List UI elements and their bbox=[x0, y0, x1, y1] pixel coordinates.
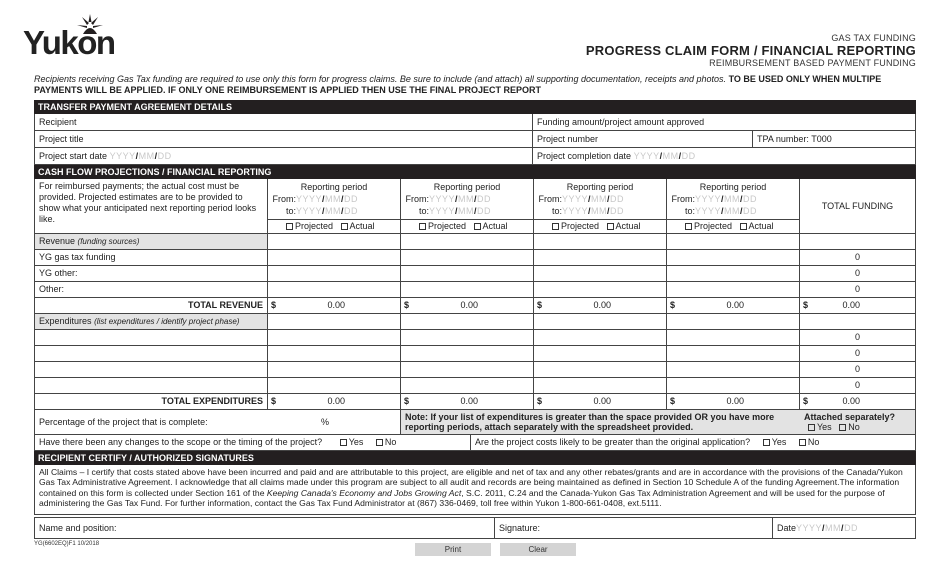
row-label bbox=[35, 234, 268, 249]
costs-yes-label: Yes bbox=[771, 437, 787, 447]
mm: MM bbox=[458, 206, 475, 216]
grand-total-value: 0.00 bbox=[842, 300, 860, 310]
section-tpa-details: TRANSFER PAYMENT AGREEMENT DETAILS bbox=[34, 100, 916, 114]
tpa-row-1 bbox=[34, 114, 916, 131]
attachment-note: Note: If your list of expenditures is greater than the space provided OR you have more reporting periods, attach separately with the spreadsheet provided. bbox=[405, 412, 775, 432]
scope-no-label: No bbox=[384, 437, 397, 447]
actual-checkbox[interactable] bbox=[341, 223, 348, 230]
mm: MM bbox=[591, 206, 608, 216]
tpa-number-value: T000 bbox=[811, 134, 832, 144]
row-total-cell bbox=[800, 266, 915, 281]
row-total-value: 0 bbox=[854, 380, 860, 390]
reporting-period-2 bbox=[401, 179, 534, 233]
period-total-cell bbox=[534, 298, 667, 313]
amount-cell bbox=[401, 234, 534, 249]
actual-checkbox[interactable] bbox=[740, 223, 747, 230]
amount-cell[interactable] bbox=[534, 362, 667, 377]
signature-label: Signature: bbox=[499, 523, 541, 533]
from-label: From: bbox=[671, 194, 695, 204]
sep: / bbox=[607, 206, 611, 216]
row-label[interactable] bbox=[35, 346, 268, 361]
amount-cell[interactable] bbox=[268, 330, 401, 345]
funding-amount-label: Funding amount/project amount approved bbox=[537, 117, 705, 127]
amount-cell[interactable] bbox=[268, 378, 401, 393]
revenue-label: Revenue bbox=[39, 236, 76, 246]
section-cash-flow: CASH FLOW PROJECTIONS / FINANCIAL REPORTING bbox=[34, 165, 916, 179]
mm: MM bbox=[724, 194, 741, 204]
row-label bbox=[35, 314, 268, 329]
yyyy: YYYY bbox=[796, 523, 823, 533]
yyyy: YYYY bbox=[695, 206, 722, 216]
period-total-cell bbox=[401, 298, 534, 313]
row-total-cell bbox=[800, 314, 915, 329]
amount-cell[interactable] bbox=[667, 330, 800, 345]
sep: / bbox=[588, 194, 592, 204]
program-name: GAS TAX FUNDING bbox=[831, 33, 916, 43]
yyyy: YYYY bbox=[695, 194, 722, 204]
currency-symbol: $ bbox=[537, 396, 543, 406]
expenditure-row bbox=[34, 362, 916, 378]
tpa-number-field[interactable] bbox=[753, 131, 915, 147]
dd: DD bbox=[743, 194, 758, 204]
completion-row bbox=[34, 410, 916, 435]
sep: / bbox=[841, 523, 845, 533]
from-label: From: bbox=[538, 194, 562, 204]
sep: / bbox=[474, 206, 478, 216]
amount-cell[interactable] bbox=[667, 346, 800, 361]
date-placeholder bbox=[562, 194, 624, 204]
act-name: Keeping Canada's Economy and Jobs Growing Act bbox=[266, 487, 462, 498]
costs-yes-checkbox[interactable] bbox=[763, 439, 770, 446]
instructions bbox=[34, 74, 916, 96]
revenue-row bbox=[34, 250, 916, 266]
period-type bbox=[401, 219, 533, 233]
period-type bbox=[268, 219, 400, 233]
to-label: to: bbox=[285, 206, 296, 216]
mm: MM bbox=[825, 523, 842, 533]
attached-no-label: No bbox=[848, 422, 860, 432]
amount-cell[interactable] bbox=[268, 250, 401, 265]
grand-total-cell bbox=[800, 298, 915, 313]
form-id: YG(6602EQ)F1 10/2018 bbox=[34, 541, 100, 547]
row-label bbox=[35, 266, 268, 281]
amount-cell bbox=[534, 314, 667, 329]
actual-checkbox[interactable] bbox=[474, 223, 481, 230]
from-label: From: bbox=[405, 194, 429, 204]
row-total-value: 0 bbox=[854, 284, 860, 294]
amount-cell[interactable] bbox=[401, 330, 534, 345]
currency-symbol: $ bbox=[803, 300, 809, 310]
reporting-period-title: Reporting period bbox=[300, 182, 368, 192]
completion-date-field[interactable] bbox=[533, 148, 915, 164]
date-label: Date bbox=[777, 523, 797, 533]
period-type bbox=[667, 219, 799, 233]
row-total-value: 0 bbox=[854, 364, 860, 374]
sep: / bbox=[607, 194, 611, 204]
dd: DD bbox=[344, 206, 359, 216]
sep: / bbox=[740, 206, 744, 216]
period-type bbox=[534, 219, 666, 233]
yyyy: YYYY bbox=[562, 194, 589, 204]
yyyy: YYYY bbox=[296, 206, 323, 216]
mm: MM bbox=[458, 194, 475, 204]
currency-symbol: $ bbox=[404, 396, 410, 406]
percent-complete-field[interactable] bbox=[35, 410, 401, 434]
period-total-cell bbox=[667, 394, 800, 409]
costs-question bbox=[471, 435, 915, 450]
projected-checkbox[interactable] bbox=[552, 223, 559, 230]
yukon-logo bbox=[23, 14, 129, 60]
sep: / bbox=[341, 206, 345, 216]
currency-symbol: $ bbox=[670, 300, 676, 310]
row-label bbox=[35, 250, 268, 265]
yyyy: YYYY bbox=[429, 194, 456, 204]
name-position-field[interactable] bbox=[35, 518, 495, 538]
certification-text bbox=[34, 465, 916, 515]
period-total-value: 0.00 bbox=[726, 300, 744, 310]
row-total-cell bbox=[800, 234, 915, 249]
period-from-field[interactable] bbox=[401, 193, 533, 205]
dd: DD bbox=[477, 206, 492, 216]
form-title: PROGRESS CLAIM FORM / FINANCIAL REPORTING bbox=[585, 43, 916, 58]
amount-cell[interactable] bbox=[534, 330, 667, 345]
amount-cell bbox=[667, 314, 800, 329]
dd: DD bbox=[610, 206, 625, 216]
certify-text-1: All Claims – I certify that costs stated above have been incurred and paid and are attributable to this project, are eligible and net of tax and any other rebates/grants and are in accordance with the provisions of the Canada/Yukon Gas Tax Administrative Agreement. I acknowledge that all claims made under this program are subject to all audit and records are being maintained as defined in Section 10 Schedule A of the funding Agreement.The information contained on this form is collected under Section 161 of the bbox=[39, 467, 903, 498]
projected-checkbox[interactable] bbox=[685, 223, 692, 230]
amount-cell[interactable] bbox=[667, 266, 800, 281]
reporting-period-title: Reporting period bbox=[699, 182, 767, 192]
total-funding-header: TOTAL FUNDING bbox=[821, 201, 894, 211]
amount-cell[interactable] bbox=[667, 362, 800, 377]
amount-cell[interactable] bbox=[667, 250, 800, 265]
currency-symbol: $ bbox=[670, 396, 676, 406]
period-total-value: 0.00 bbox=[460, 396, 478, 406]
projected-label: Projected bbox=[295, 221, 334, 231]
total-revenue-row bbox=[34, 298, 916, 314]
projected-label: Projected bbox=[561, 221, 600, 231]
actual-label: Actual bbox=[615, 221, 641, 231]
to-label: to: bbox=[684, 206, 695, 216]
row-total-cell bbox=[800, 250, 915, 265]
row-label bbox=[35, 394, 268, 409]
amount-cell[interactable] bbox=[401, 346, 534, 361]
tpa-number-label: TPA number: bbox=[757, 134, 809, 144]
attached-no-checkbox[interactable] bbox=[839, 424, 846, 431]
amount-cell[interactable] bbox=[667, 378, 800, 393]
reporting-period-3 bbox=[534, 179, 667, 233]
amount-cell[interactable] bbox=[667, 282, 800, 297]
reporting-period-title: Reporting period bbox=[433, 182, 501, 192]
date-placeholder bbox=[695, 206, 757, 216]
currency-symbol: $ bbox=[271, 396, 277, 406]
sep: / bbox=[822, 523, 826, 533]
mm: MM bbox=[325, 194, 342, 204]
expenditures-header-row bbox=[34, 314, 916, 330]
expenditure-row bbox=[34, 378, 916, 394]
sep: / bbox=[588, 206, 592, 216]
date-placeholder bbox=[562, 206, 624, 216]
actual-label: Actual bbox=[349, 221, 375, 231]
reporting-period-title: Reporting period bbox=[566, 182, 634, 192]
sep: / bbox=[455, 194, 459, 204]
sep: / bbox=[474, 194, 478, 204]
percent-sign: % bbox=[321, 417, 330, 427]
period-total-cell bbox=[268, 298, 401, 313]
amount-cell[interactable] bbox=[534, 346, 667, 361]
period-total-cell bbox=[667, 298, 800, 313]
attached-label: Attached separately? bbox=[804, 412, 896, 422]
sep: / bbox=[678, 151, 682, 161]
date-placeholder bbox=[296, 206, 358, 216]
sep: / bbox=[659, 151, 663, 161]
funding-amount-field[interactable] bbox=[533, 114, 915, 130]
scope-yes-checkbox[interactable] bbox=[340, 439, 347, 446]
sign-date-placeholder bbox=[796, 523, 858, 533]
amount-cell bbox=[268, 314, 401, 329]
start-date-field[interactable] bbox=[35, 148, 533, 164]
amount-cell bbox=[667, 234, 800, 249]
date-placeholder bbox=[296, 194, 358, 204]
amount-cell[interactable] bbox=[401, 362, 534, 377]
mm: MM bbox=[591, 194, 608, 204]
row-label[interactable] bbox=[35, 330, 268, 345]
reporting-periods bbox=[268, 179, 800, 233]
total-expenditures-label: TOTAL EXPENDITURES bbox=[161, 396, 263, 406]
yyyy: YYYY bbox=[429, 206, 456, 216]
name-position-label: Name and position: bbox=[39, 523, 117, 533]
project-title-field[interactable] bbox=[35, 131, 533, 147]
period-total-value: 0.00 bbox=[327, 300, 345, 310]
total-revenue-label: TOTAL REVENUE bbox=[187, 300, 263, 310]
to-label: to: bbox=[551, 206, 562, 216]
amount-cell[interactable] bbox=[401, 266, 534, 281]
signature-row bbox=[34, 517, 916, 539]
sep: / bbox=[341, 194, 345, 204]
period-total-cell bbox=[401, 394, 534, 409]
logo-wordmark: Yukon bbox=[23, 24, 115, 61]
scope-question bbox=[35, 435, 471, 450]
expenditure-row bbox=[34, 346, 916, 362]
period-total-cell bbox=[268, 394, 401, 409]
period-to-field[interactable] bbox=[401, 205, 533, 217]
actual-label: Actual bbox=[748, 221, 774, 231]
currency-symbol: $ bbox=[803, 396, 809, 406]
scope-no-checkbox[interactable] bbox=[376, 439, 383, 446]
project-title-label: Project title bbox=[39, 134, 84, 144]
currency-symbol: $ bbox=[404, 300, 410, 310]
from-label: From: bbox=[272, 194, 296, 204]
yyyy: YYYY bbox=[109, 151, 136, 161]
tpa-row-2 bbox=[34, 131, 916, 148]
mm: MM bbox=[138, 151, 155, 161]
reporting-period-1 bbox=[268, 179, 401, 233]
start-date-label: Project start date bbox=[39, 151, 108, 161]
amount-cell[interactable] bbox=[401, 282, 534, 297]
grand-total-value: 0.00 bbox=[842, 396, 860, 406]
revenue-source-label: YG other: bbox=[39, 268, 78, 278]
projected-checkbox[interactable] bbox=[419, 223, 426, 230]
sep: / bbox=[322, 206, 326, 216]
row-label bbox=[35, 298, 268, 313]
recipient-field[interactable] bbox=[35, 114, 533, 130]
amount-cell bbox=[401, 314, 534, 329]
amount-cell[interactable] bbox=[534, 250, 667, 265]
currency-symbol: $ bbox=[537, 300, 543, 310]
dd: DD bbox=[743, 206, 758, 216]
costs-no-checkbox[interactable] bbox=[799, 439, 806, 446]
revenue-source-label: YG gas tax funding bbox=[39, 252, 116, 262]
dd: DD bbox=[681, 151, 696, 161]
row-total-cell bbox=[800, 330, 915, 345]
row-total-cell bbox=[800, 282, 915, 297]
clear-button[interactable]: Clear bbox=[500, 543, 576, 556]
reporting-period-4 bbox=[667, 179, 800, 233]
amount-cell[interactable] bbox=[268, 362, 401, 377]
attached-yes-checkbox[interactable] bbox=[808, 424, 815, 431]
row-total-value: 0 bbox=[854, 268, 860, 278]
amount-cell[interactable] bbox=[534, 266, 667, 281]
percent-complete-label: Percentage of the project that is complete: bbox=[39, 417, 208, 427]
dd: DD bbox=[344, 194, 359, 204]
to-label: to: bbox=[418, 206, 429, 216]
revenue-row bbox=[34, 282, 916, 298]
claim-form bbox=[34, 100, 916, 539]
amount-cell[interactable] bbox=[268, 282, 401, 297]
row-total-value: 0 bbox=[854, 348, 860, 358]
completion-date-placeholder bbox=[634, 151, 696, 161]
actual-checkbox[interactable] bbox=[607, 223, 614, 230]
row-total-cell bbox=[800, 346, 915, 361]
project-number-field[interactable] bbox=[533, 131, 753, 147]
projected-checkbox[interactable] bbox=[286, 223, 293, 230]
revenue-note: (funding sources) bbox=[77, 237, 140, 246]
completion-date-label: Project completion date bbox=[537, 151, 632, 161]
period-total-value: 0.00 bbox=[593, 300, 611, 310]
attachment-note-area bbox=[401, 410, 915, 434]
period-from-field[interactable] bbox=[268, 193, 400, 205]
total-expenditures-row bbox=[34, 394, 916, 410]
row-total-cell bbox=[800, 362, 915, 377]
sep: / bbox=[740, 194, 744, 204]
project-number-label: Project number bbox=[537, 134, 599, 144]
row-total-cell bbox=[800, 378, 915, 393]
expenditure-row bbox=[34, 330, 916, 346]
row-label[interactable] bbox=[35, 362, 268, 377]
sep: / bbox=[135, 151, 139, 161]
start-date-placeholder bbox=[110, 151, 172, 161]
amount-cell bbox=[268, 234, 401, 249]
sep: / bbox=[721, 206, 725, 216]
row-total-value: 0 bbox=[854, 332, 860, 342]
amount-cell[interactable] bbox=[268, 266, 401, 281]
section-certify: RECIPIENT CERTIFY / AUTHORIZED SIGNATURES bbox=[34, 451, 916, 465]
period-to-field[interactable] bbox=[667, 205, 799, 217]
row-total-value: 0 bbox=[854, 252, 860, 262]
attached-yes-label: Yes bbox=[817, 422, 832, 432]
revenue-source-label: Other: bbox=[39, 284, 65, 294]
period-to-field[interactable] bbox=[534, 205, 666, 217]
costs-no-label: No bbox=[807, 437, 820, 447]
date-placeholder bbox=[695, 194, 757, 204]
dd: DD bbox=[477, 194, 492, 204]
projected-label: Projected bbox=[428, 221, 467, 231]
mm: MM bbox=[662, 151, 679, 161]
form-subtitle: REIMBURSEMENT BASED PAYMENT FUNDING bbox=[709, 58, 916, 68]
projected-label: Projected bbox=[694, 221, 733, 231]
actual-label: Actual bbox=[482, 221, 508, 231]
dd: DD bbox=[157, 151, 172, 161]
revenue-header-row bbox=[34, 234, 916, 250]
date-placeholder bbox=[429, 194, 491, 204]
period-total-value: 0.00 bbox=[726, 396, 744, 406]
dd: DD bbox=[844, 523, 859, 533]
period-total-value: 0.00 bbox=[327, 396, 345, 406]
scope-yes-label: Yes bbox=[348, 437, 364, 447]
cash-flow-grid bbox=[34, 234, 916, 410]
form-header bbox=[586, 33, 916, 68]
mm: MM bbox=[325, 206, 342, 216]
scope-question-label: Have there been any changes to the scope or the timing of the project? bbox=[39, 437, 323, 447]
period-from-field[interactable] bbox=[667, 193, 799, 205]
attached-separately bbox=[800, 410, 915, 434]
mm: MM bbox=[724, 206, 741, 216]
date-placeholder bbox=[429, 206, 491, 216]
sep: / bbox=[455, 206, 459, 216]
questions-row bbox=[34, 435, 916, 451]
tpa-row-3 bbox=[34, 148, 916, 165]
row-label bbox=[35, 282, 268, 297]
dd: DD bbox=[610, 194, 625, 204]
period-to-field[interactable] bbox=[268, 205, 400, 217]
period-from-field[interactable] bbox=[534, 193, 666, 205]
currency-symbol: $ bbox=[271, 300, 277, 310]
amount-cell[interactable] bbox=[268, 346, 401, 361]
signature-field[interactable] bbox=[495, 518, 773, 538]
period-total-value: 0.00 bbox=[593, 396, 611, 406]
row-label[interactable] bbox=[35, 378, 268, 393]
sep: / bbox=[322, 194, 326, 204]
expenditures-label: Expenditures bbox=[39, 316, 92, 326]
instructions-text: Recipients receiving Gas Tax funding are required to use only this form for progress claims. Be sure to include (and attach) all supporting documentation, receipts and photos. bbox=[34, 74, 727, 84]
date-field[interactable] bbox=[773, 518, 915, 538]
revenue-row bbox=[34, 266, 916, 282]
grand-total-cell bbox=[800, 394, 915, 409]
yyyy: YYYY bbox=[296, 194, 323, 204]
amount-cell[interactable] bbox=[401, 250, 534, 265]
expenditures-note: (list expenditures / identify project phase) bbox=[94, 317, 240, 326]
instructions-warning: TO BE USED ONLY WHEN MULTIPE PAYMENTS WILL BE APPLIED. IF ONLY ONE REIMBURSEMENT IS APPLIED THEN USE THE FINAL PROJECT REPORT bbox=[34, 74, 882, 95]
costs-question-label: Are the project costs likely to be greater than the original application? bbox=[475, 437, 751, 447]
sep: / bbox=[721, 194, 725, 204]
sep: / bbox=[154, 151, 158, 161]
period-total-cell bbox=[534, 394, 667, 409]
amount-cell[interactable] bbox=[534, 282, 667, 297]
amount-cell[interactable] bbox=[534, 378, 667, 393]
recipient-label: Recipient bbox=[39, 117, 77, 127]
amount-cell[interactable] bbox=[401, 378, 534, 393]
amount-cell bbox=[534, 234, 667, 249]
period-total-value: 0.00 bbox=[460, 300, 478, 310]
print-button[interactable]: Print bbox=[415, 543, 491, 556]
cash-flow-header bbox=[34, 179, 916, 234]
yyyy: YYYY bbox=[633, 151, 660, 161]
certify-text-2: , S.C. 2011, C.24 and the Canada-Yukon Gas Tax Administration Agreement and will be used for the purpose of administering the Gas Tax Fund. For further information, contact the Gas Tax Fund Administrator at (867) 336-0469, toll free within Yukon 1-800-661-0408, ext.5111. bbox=[39, 487, 885, 508]
yyyy: YYYY bbox=[562, 206, 589, 216]
cash-flow-description: For reimbursed payments; the actual cost must be provided. Projected estimates are to be provided to show what your anticipated next reporting period looks like. bbox=[35, 179, 268, 233]
